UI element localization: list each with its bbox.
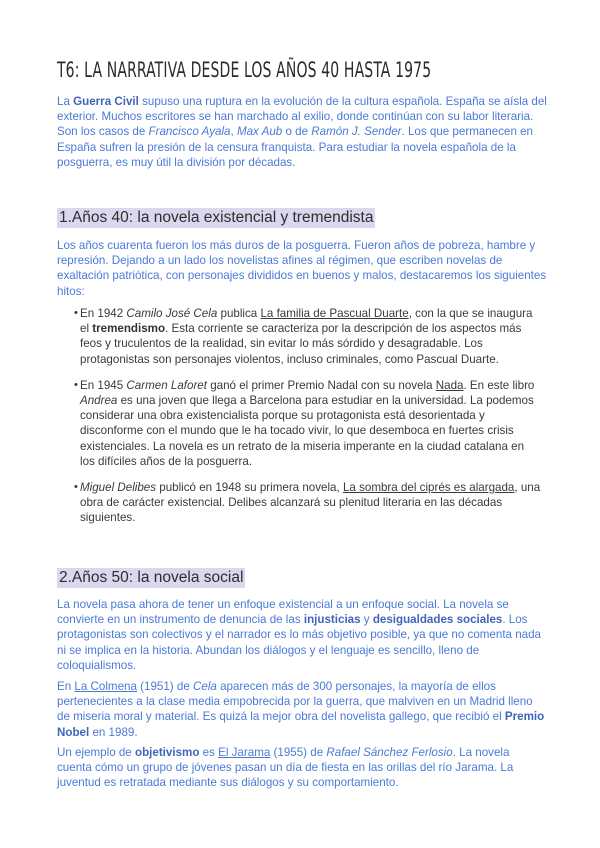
bullet-icon: • <box>74 307 78 319</box>
text-run: En <box>57 680 75 693</box>
bullet-icon: • <box>74 481 78 494</box>
text-run: , una obra de carácter existencial. Delibes alcanzará su plenitud literaria en las décadas siguientes. <box>80 481 541 525</box>
text-run: Un ejemplo de <box>57 746 135 759</box>
bold-term: Guerra Civil <box>73 95 139 108</box>
text-run: La novela pasa ahora de tener un enfoque existencial a un enfoque social. La novela se convierte en un instrumento de denuncia de las <box>57 598 509 627</box>
book-title: Nada <box>435 378 464 392</box>
text-run: . Los protagonistas son colectivos y el narrador es lo más objetivo posible, ya que no comenta nada ni se implica en la historia. Abundan los diálogos y el lenguaje es sencillo, lleno de coloquialismos. <box>57 613 541 672</box>
author-name: Carmen Laforet <box>126 378 207 392</box>
bold-term: tremendismo <box>92 322 166 336</box>
bold-term: injusticias <box>303 613 361 627</box>
text-run: es <box>199 746 219 759</box>
list-item <box>62 480 542 526</box>
text-run: La <box>57 95 74 108</box>
bold-term: desigualdades sociales <box>372 613 503 627</box>
intro-paragraph <box>57 94 547 170</box>
author-name: Rafael Sánchez Ferlosio <box>326 746 453 759</box>
author-name: Francisco Ayala <box>148 125 231 139</box>
book-title: La familia de Pascual Duarte <box>260 307 409 320</box>
list-item <box>62 378 542 469</box>
text-run: ganó el primer Premio Nadal con su novela <box>206 378 436 392</box>
section2-paragraph-3 <box>57 745 547 791</box>
bullet-icon: • <box>74 378 78 391</box>
text-run: publica <box>217 307 261 320</box>
text-run: y <box>360 613 373 627</box>
section-heading-2: 2.Años 50: la novela social <box>59 569 244 586</box>
text-run: . Los que permanecen en España sufren la presión de la censura franquista. Para estudiar la novela española de la posguerra, es muy útil la división por décadas. <box>57 125 534 169</box>
text-run: supuso una ruptura en la evolución de la cultura española. España se aísla del exterior. Muchos escritores se han marchado al exilio, donde continúan con su labor literaria. Son los casos de <box>57 95 547 139</box>
book-title: El Jarama <box>218 746 271 759</box>
text-run: . En este libro <box>463 378 535 392</box>
text-run: es una joven que llega a Barcelona para estudiar en la universidad. La podemos considerar una obra existencialista porque su protagonista está desorientada y disconforme con el mundo que le ha tocado vivir, lo que desemboca en fuertes crisis existenciales. La novela es un retrato de la miseria imperante en la ciudad catalana en los difíciles años de la posguerra. <box>80 394 534 468</box>
character-name: Andrea <box>80 394 118 408</box>
text-run: aparecen más de 300 personajes, la mayoría de ellos pertenecientes a la clase media empobrecida por la guerra, que malviven en un Madrid lleno de miseria moral y material. Es quizá la mejor obra del novelista gallego, que recibió el <box>57 680 533 724</box>
text-run: , con la que se inaugura el <box>80 307 533 336</box>
text-run: en 1989. <box>89 725 138 739</box>
author-name: Max Aub <box>236 125 283 139</box>
bold-term: Premio Nobel <box>57 710 545 739</box>
text-run: (1955) de <box>270 746 327 759</box>
author-name: Camilo José Cela <box>126 307 218 320</box>
section-heading-1: 1.Años 40: la novela existencial y tremendista <box>59 209 374 226</box>
text-run: publicó en 1948 su primera novela, <box>156 481 343 495</box>
author-name: Cela <box>193 680 217 693</box>
author-name: Ramón J. Sender <box>311 125 402 139</box>
section2-paragraph-2 <box>57 679 547 740</box>
text-run: , <box>230 125 237 139</box>
text-run: . Esta corriente se caracteriza por la descripción de los aspectos más feos y truculentos de la realidad, sin evitar lo más sórdido y desagradable. Los protagonistas son personajes violentos, incluso criminales, como Pascual Duarte. <box>80 322 522 366</box>
section2-paragraph-1 <box>57 597 547 673</box>
text-run: En 1942 <box>80 307 127 320</box>
text-run: (1951) de <box>136 680 193 693</box>
text-run: En 1945 <box>80 378 127 392</box>
section1-bullet-list <box>62 306 542 526</box>
section1-intro-paragraph: Los años cuarenta fueron los más duros de la posguerra. Fueron años de pobreza, hambre y represión. Dejando a un lado los novelistas afines al régimen, que escriben novelas de exaltación patriótica, con personajes divididos en buenos y malos, destacaremos los siguientes hitos: <box>57 239 547 298</box>
document-title: T6: LA NARRATIVA DESDE LOS AÑOS 40 HASTA 1975 <box>57 58 432 82</box>
text-run: . La novela cuenta cómo un grupo de jóvenes pasan un día de fiesta en las orillas del río Jarama. La juventud es retratada mediante sus diálogos y su comportamiento. <box>57 746 514 790</box>
text-run: o de <box>282 125 312 139</box>
book-title: La sombra del ciprés es alargada <box>342 481 515 495</box>
author-name: Miguel Delibes <box>80 481 157 495</box>
book-title: La Colmena <box>74 680 137 693</box>
list-item <box>62 306 542 367</box>
bold-term: objetivismo <box>134 746 200 759</box>
